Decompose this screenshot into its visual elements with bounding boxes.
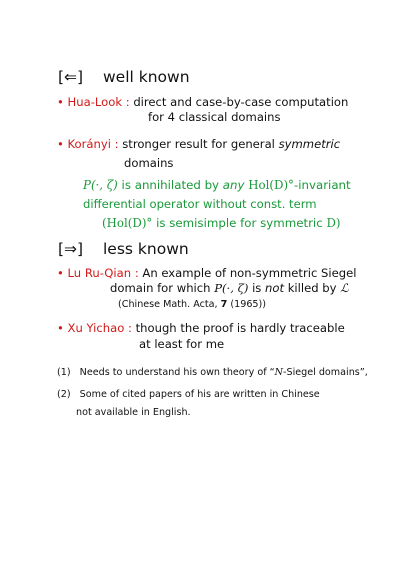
item-text: direct and case-by-case computation	[133, 95, 349, 109]
reference-volume: 7	[220, 299, 228, 310]
item-koranyi	[57, 137, 340, 152]
item-text: killed by	[284, 281, 341, 295]
koranyi-formula-line3	[102, 216, 341, 231]
separator: :	[128, 321, 132, 335]
math-expression: Hol(D)°	[248, 178, 294, 192]
koranyi-formula-line1	[83, 178, 351, 193]
item-text: domain for which	[110, 281, 215, 295]
bullet-icon: •	[57, 95, 64, 109]
section-heading-well-known	[58, 68, 258, 88]
section-heading-less-known	[58, 240, 258, 260]
reference-text: (1965))	[227, 299, 267, 310]
section-title: less known	[103, 240, 189, 258]
emphasis-text: not	[265, 281, 285, 295]
math-expression: P(·, ζ)	[83, 178, 118, 192]
math-expression: (Hol(D)°	[102, 216, 153, 230]
note-number: (1)	[57, 367, 71, 378]
author-name: Xu Yichao	[67, 321, 125, 335]
formula-text: is annihilated by	[117, 178, 223, 192]
math-expression: D)	[326, 216, 341, 230]
author-name: Lu Ru-Qian	[67, 266, 132, 280]
note-number: (2)	[57, 389, 71, 400]
note-2	[57, 388, 320, 401]
note-text: Some of cited papers of his are written in Chinese	[79, 389, 320, 400]
emphasis-text: any	[222, 178, 245, 192]
item-lu-ruqian-cont	[110, 281, 349, 296]
formula-text: -invariant	[293, 178, 351, 192]
separator: :	[134, 266, 139, 280]
note-1	[57, 366, 368, 379]
separator: :	[125, 95, 130, 109]
item-koranyi-cont	[124, 156, 173, 171]
item-lu-ruqian	[57, 266, 356, 281]
item-text: for 4 classical domains	[148, 110, 281, 124]
item-text: is	[248, 281, 266, 295]
reference-text: (Chinese Math. Acta,	[118, 299, 221, 310]
koranyi-formula-line2	[83, 197, 317, 212]
right-arrow-bracket: [⇒]	[58, 240, 84, 258]
math-expression: P(·, ζ)	[214, 281, 249, 295]
left-arrow-bracket: [⇐]	[58, 68, 84, 86]
item-text: at least for me	[139, 337, 225, 351]
item-xu-yichao	[57, 321, 345, 336]
item-xu-yichao-cont	[139, 337, 224, 352]
item-hua-look	[57, 95, 348, 110]
note-text: -Siegel domains”,	[283, 367, 368, 378]
note-2-cont	[76, 406, 191, 419]
author-name: Hua-Look	[67, 95, 123, 109]
item-text: though the proof is hardly traceable	[135, 321, 345, 335]
separator: :	[114, 137, 119, 151]
bullet-icon: •	[57, 321, 64, 335]
lu-ruqian-reference	[118, 298, 266, 311]
bullet-icon: •	[57, 266, 64, 280]
formula-text: is semisimple for symmetric	[152, 216, 327, 230]
math-expression: N	[274, 367, 284, 378]
note-text: not available in English.	[76, 407, 191, 418]
author-name: Korányi	[67, 137, 111, 151]
note-text: Needs to understand his own theory of “	[79, 367, 275, 378]
item-text: domains	[124, 156, 174, 170]
bullet-icon: •	[57, 137, 64, 151]
item-text: An example of non-symmetric Siegel	[142, 266, 357, 280]
item-hua-look-cont	[148, 110, 281, 125]
item-text: stronger result for general	[122, 137, 279, 151]
formula-text: differential operator without const. term	[83, 197, 317, 211]
section-title: well known	[103, 68, 190, 86]
emphasis-text: symmetric	[278, 137, 341, 151]
math-expression: ℒ	[340, 281, 349, 295]
